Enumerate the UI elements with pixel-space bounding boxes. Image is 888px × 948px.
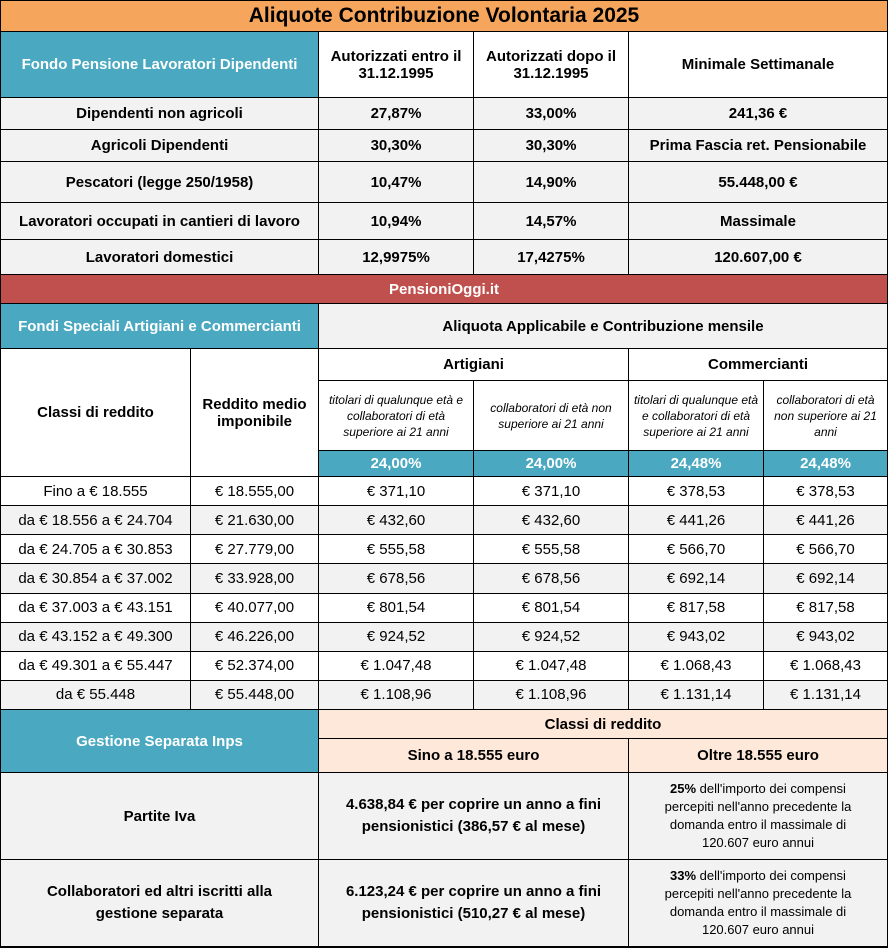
- fpld-row-value-c: Massimale: [629, 203, 887, 240]
- fpld-row-label: Lavoratori domestici: [1, 240, 319, 275]
- fpld-row-value-c: 241,36 €: [629, 98, 887, 130]
- fpld-row: [1, 162, 887, 203]
- fsac-row-contributo: € 555,58: [319, 535, 474, 564]
- fpld-row-label: Dipendenti non agricoli: [1, 98, 319, 130]
- fsac-row-reddito: € 21.630,00: [191, 506, 319, 535]
- fsac-row-classe: da € 37.003 a € 43.151: [1, 594, 191, 623]
- fsac-row-classe: da € 24.705 a € 30.853: [1, 535, 191, 564]
- fpld-row-value-c: 55.448,00 €: [629, 162, 887, 203]
- fsac-row-contributo: € 943,02: [629, 623, 764, 652]
- fsac-row-reddito: € 40.077,00: [191, 594, 319, 623]
- gsi-row-oltre: [629, 860, 887, 947]
- fsac-sub-com-1: titolari di qualunque età e collaboratori di età superiore ai 21 anni: [629, 381, 764, 451]
- fsac-row: [1, 477, 887, 506]
- fpld-row-value-a: 10,94%: [319, 203, 474, 240]
- fsac-row: [1, 594, 887, 623]
- fpld-row-value-c: Prima Fascia ret. Pensionabile: [629, 130, 887, 162]
- fpld-row: [1, 130, 887, 162]
- fpld-header-row: [1, 32, 887, 98]
- site-banner: PensioniOggi.it: [1, 275, 887, 304]
- fsac-artigiani-header: Artigiani: [319, 349, 629, 381]
- fpld-row-value-a: 27,87%: [319, 98, 474, 130]
- fsac-row-reddito: € 52.374,00: [191, 652, 319, 681]
- gsi-sino-header: Sino a 18.555 euro: [319, 739, 629, 773]
- fpld-row-label: Pescatori (legge 250/1958): [1, 162, 319, 203]
- fsac-row-contributo: € 441,26: [764, 506, 887, 535]
- fsac-row: [1, 535, 887, 564]
- fsac-row-classe: da € 43.152 a € 49.300: [1, 623, 191, 652]
- fsac-row-classe: da € 55.448: [1, 681, 191, 710]
- fsac-row-contributo: € 1.108,96: [319, 681, 474, 710]
- fsac-row-contributo: € 801,54: [474, 594, 629, 623]
- page-title: Aliquote Contribuzione Volontaria 2025: [1, 1, 887, 32]
- fsac-row-contributo: € 1.047,48: [319, 652, 474, 681]
- fpld-row-value-b: 33,00%: [474, 98, 629, 130]
- fpld-row-label: Agricoli Dipendenti: [1, 130, 319, 162]
- fsac-row-contributo: € 566,70: [629, 535, 764, 564]
- fsac-row-contributo: € 378,53: [629, 477, 764, 506]
- fsac-rate: 24,48%: [764, 451, 887, 477]
- fpld-row-value-c: 120.607,00 €: [629, 240, 887, 275]
- fpld-row: [1, 240, 887, 275]
- fpld-col1-header: Autorizzati entro il 31.12.1995: [319, 32, 474, 98]
- fsac-row-classe: da € 30.854 a € 37.002: [1, 564, 191, 593]
- fsac-row-contributo: € 692,14: [764, 564, 887, 593]
- gsi-row: [1, 860, 887, 947]
- gsi-row: [1, 773, 887, 860]
- fsac-row-contributo: € 678,56: [474, 564, 629, 593]
- fsac-header: Fondi Speciali Artigiani e Commercianti: [1, 304, 319, 349]
- gsi-classi-header: Classi di reddito: [319, 710, 887, 739]
- fsac-rate: 24,00%: [319, 451, 474, 477]
- fsac-row-contributo: € 555,58: [474, 535, 629, 564]
- fpld-header: Fondo Pensione Lavoratori Dipendenti: [1, 32, 319, 98]
- fsac-reddito-header: Reddito medio imponibile: [191, 349, 319, 477]
- fpld-row-label: Lavoratori occupati in cantieri di lavoro: [1, 203, 319, 240]
- gsi-row-oltre-text: dell'importo dei compensi percepiti nell'anno precedente la domanda entro il massimale di 120.607 euro annui: [664, 868, 852, 937]
- fpld-row: [1, 98, 887, 130]
- fsac-row-contributo: € 817,58: [764, 594, 887, 623]
- fsac-row-contributo: € 1.068,43: [629, 652, 764, 681]
- fsac-row-contributo: € 566,70: [764, 535, 887, 564]
- fpld-row-value-b: 14,57%: [474, 203, 629, 240]
- fsac-row-contributo: € 1.131,14: [629, 681, 764, 710]
- fsac-row-classe: Fino a € 18.555: [1, 477, 191, 506]
- fsac-row: [1, 623, 887, 652]
- gsi-row-sino: 6.123,24 € per coprire un anno a fini pensionistici (510,27 € al mese): [319, 860, 629, 947]
- fpld-row: [1, 203, 887, 240]
- fpld-row-value-b: 14,90%: [474, 162, 629, 203]
- gsi-row-sino: 4.638,84 € per coprire un anno a fini pensionistici (386,57 € al mese): [319, 773, 629, 860]
- fsac-row-contributo: € 1.108,96: [474, 681, 629, 710]
- fsac-row-contributo: € 678,56: [319, 564, 474, 593]
- banner-row: [1, 275, 887, 304]
- gsi-row-oltre-pct: 25%: [670, 781, 697, 796]
- fsac-rate: 24,48%: [629, 451, 764, 477]
- fpld-row-value-b: 17,4275%: [474, 240, 629, 275]
- fsac-row-contributo: € 924,52: [474, 623, 629, 652]
- title-row: [1, 1, 887, 32]
- fsac-row-contributo: € 924,52: [319, 623, 474, 652]
- gsi-header: Gestione Separata Inps: [1, 710, 319, 773]
- fsac-classi-header: Classi di reddito: [1, 349, 191, 477]
- fsac-row-contributo: € 692,14: [629, 564, 764, 593]
- fsac-row-contributo: € 378,53: [764, 477, 887, 506]
- fpld-col3-header: Minimale Settimanale: [629, 32, 887, 98]
- fsac-row-contributo: € 943,02: [764, 623, 887, 652]
- gsi-row-oltre-pct: 33%: [670, 868, 697, 883]
- fpld-row-value-a: 30,30%: [319, 130, 474, 162]
- fpld-row-value-a: 12,9975%: [319, 240, 474, 275]
- gsi-oltre-header: Oltre 18.555 euro: [629, 739, 887, 773]
- fsac-rate: 24,00%: [474, 451, 629, 477]
- fpld-col2-header: Autorizzati dopo il 31.12.1995: [474, 32, 629, 98]
- fsac-row-reddito: € 18.555,00: [191, 477, 319, 506]
- gsi-header-row: [1, 710, 887, 773]
- fsac-applicable-header: Aliquota Applicabile e Contribuzione mensile: [319, 304, 887, 349]
- fsac-row-contributo: € 371,10: [474, 477, 629, 506]
- fsac-row-reddito: € 46.226,00: [191, 623, 319, 652]
- fsac-row-contributo: € 801,54: [319, 594, 474, 623]
- gsi-row-oltre-text: dell'importo dei compensi percepiti nell'anno precedente la domanda entro il massimale di 120.607 euro annui: [664, 781, 852, 850]
- fsac-sub-art-2: collaboratori di età non superiore ai 21 anni: [474, 381, 629, 451]
- fsac-commercianti-header: Commercianti: [629, 349, 887, 381]
- fsac-header-row: [1, 304, 887, 349]
- gsi-row-label: Partite Iva: [1, 773, 319, 860]
- gsi-row-label: Collaboratori ed altri iscritti alla gestione separata: [1, 860, 319, 947]
- fsac-row-contributo: € 817,58: [629, 594, 764, 623]
- fsac-sub-com-2: collaboratori di età non superiore ai 21 anni: [764, 381, 887, 451]
- fsac-row: [1, 506, 887, 535]
- fsac-row-reddito: € 27.779,00: [191, 535, 319, 564]
- fpld-row-value-b: 30,30%: [474, 130, 629, 162]
- fsac-row: [1, 652, 887, 681]
- fsac-row-reddito: € 55.448,00: [191, 681, 319, 710]
- fsac-row-contributo: € 1.047,48: [474, 652, 629, 681]
- fsac-row-contributo: € 371,10: [319, 477, 474, 506]
- gsi-row-oltre: [629, 773, 887, 860]
- fsac-row-reddito: € 33.928,00: [191, 564, 319, 593]
- fsac-row-contributo: € 1.131,14: [764, 681, 887, 710]
- fsac-col-headers: [1, 349, 887, 477]
- fsac-row-contributo: € 1.068,43: [764, 652, 887, 681]
- fsac-row-classe: da € 18.556 a € 24.704: [1, 506, 191, 535]
- fsac-sub-art-1: titolari di qualunque età e collaboratori di età superiore ai 21 anni: [319, 381, 474, 451]
- fsac-row-contributo: € 432,60: [319, 506, 474, 535]
- fsac-row-classe: da € 49.301 a € 55.447: [1, 652, 191, 681]
- fsac-row-contributo: € 441,26: [629, 506, 764, 535]
- fpld-row-value-a: 10,47%: [319, 162, 474, 203]
- fsac-row-contributo: € 432,60: [474, 506, 629, 535]
- fsac-row: [1, 564, 887, 593]
- fsac-row: [1, 681, 887, 710]
